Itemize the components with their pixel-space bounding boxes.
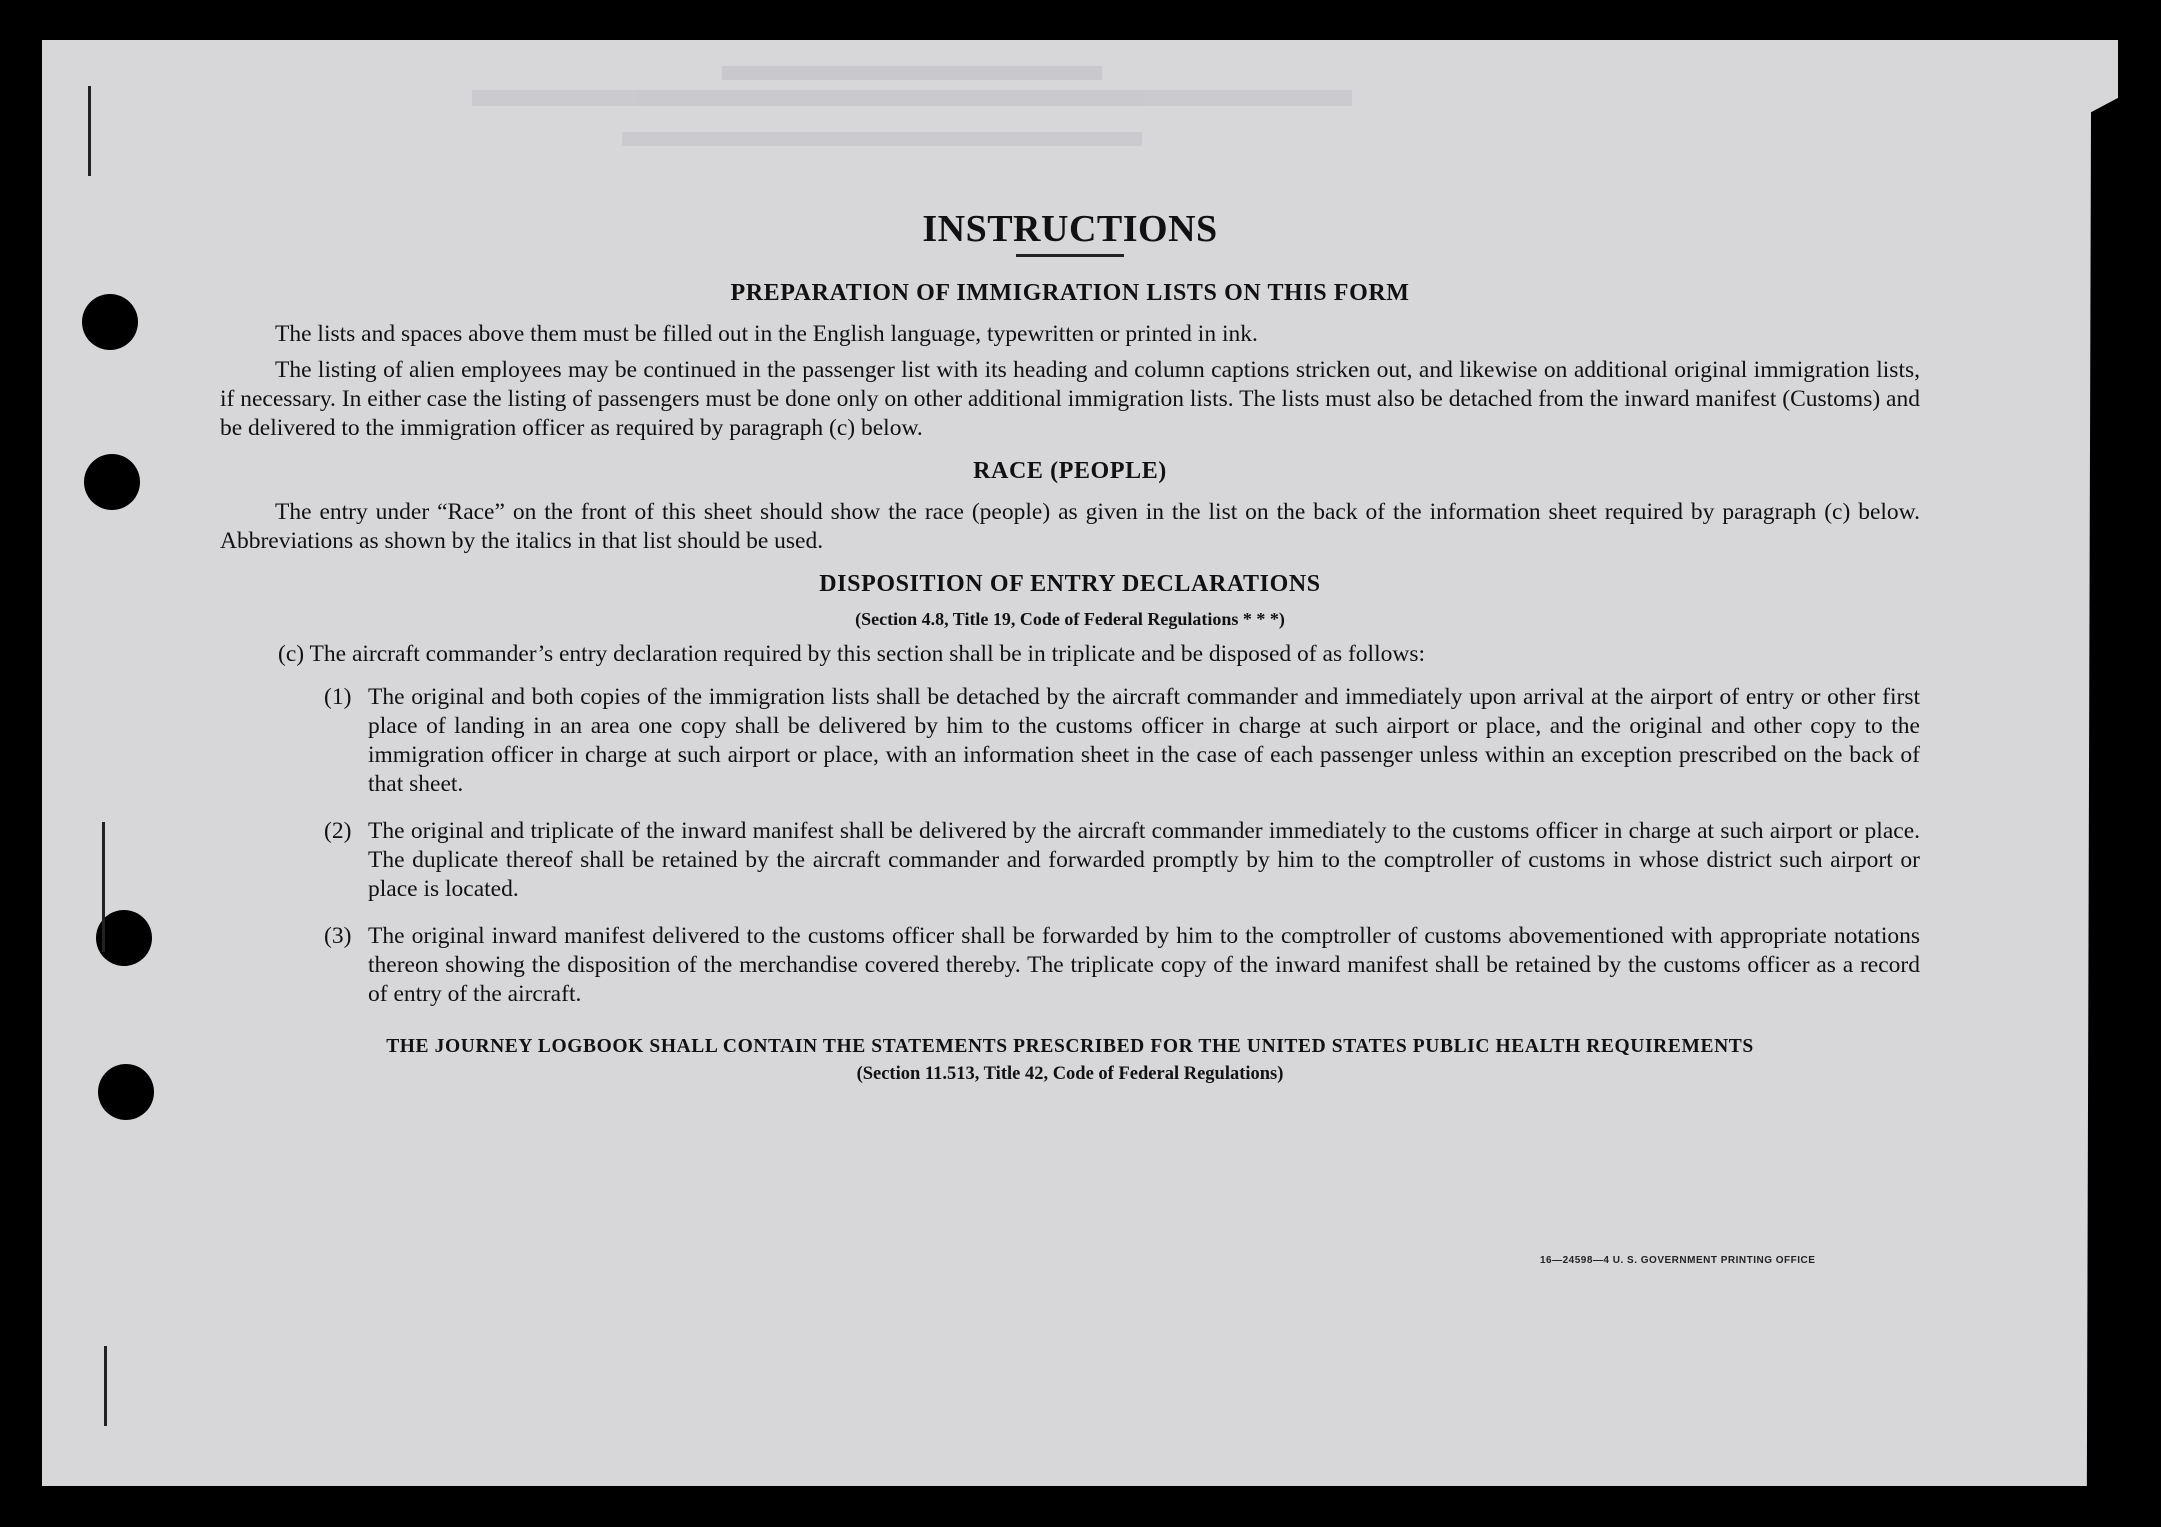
edge-mark-2 (102, 822, 105, 952)
document-title: INSTRUCTIONS (922, 208, 1218, 250)
section-heading-preparation: PREPARATION OF IMMIGRATION LISTS ON THIS FORM (730, 280, 1410, 306)
edge-mark-3 (104, 1346, 107, 1426)
printing-office-code: 16—24598—4 U. S. GOVERNMENT PRINTING OFFICE (1540, 1255, 1816, 1266)
punch-hole-2 (84, 454, 140, 510)
item-text: The original and triplicate of the inward manifest shall be delivered by the aircraft commander immediately to the customs officer in charge at such airport or place. The duplicate thereof shall be retained by the aircraft commander and forwarded promptly by him to the comptroller of customs in whose district such airport or place is located. (368, 818, 1920, 902)
section-heading-race: RACE (PEOPLE) (973, 458, 1167, 484)
section-citation-title19: (Section 4.8, Title 19, Code of Federal Regulations * * *) (855, 609, 1285, 629)
punch-hole-1 (82, 294, 138, 350)
paragraph-race-entry: The entry under “Race” on the front of this sheet should show the race (people) as given in the list on the back of the information sheet required by paragraph (c) below. Abbreviations as shown by the italics in that list should be used. (220, 499, 1920, 554)
list-item (324, 817, 1920, 904)
item-number: (2) (324, 818, 352, 844)
paragraph-english-language: The lists and spaces above them must be filled out in the English language, typewritten or printed in ink. (275, 321, 1258, 347)
item-number: (1) (324, 684, 352, 710)
paragraph-c: (c) The aircraft commander’s entry declaration required by this section shall be in triplicate and be disposed of as follows: (278, 641, 1425, 667)
list-item (324, 922, 1920, 1009)
item-text: The original and both copies of the immigration lists shall be detached by the aircraft commander and immediately upon arrival at the airport of entry or other first place of landing in an area one copy shall be delivered by him to the customs officer in charge at such airport or place, and the original and other copy to the immigration officer in charge at such airport or place, with an information sheet in the case of each passenger unless within an exception prescribed on the back of that sheet. (368, 684, 1920, 797)
punch-hole-4 (98, 1064, 154, 1120)
bleed-through-shadow (462, 60, 1362, 220)
paragraph-alien-employees: The listing of alien employees may be continued in the passenger list with its heading and column captions stricken out, and likewise on additional original immigration lists, if necessary. In either case the listing of passengers must be done only on other additional immigration lists. The lists must also be detached from the inward manifest (Customs) and be delivered to the immigration officer as required by paragraph (c) below. (220, 357, 1920, 441)
list-item (324, 683, 1920, 799)
logbook-statement: THE JOURNEY LOGBOOK SHALL CONTAIN THE STATEMENTS PRESCRIBED FOR THE UNITED STATES PUBLIC HEALTH REQUIREMENTS (386, 1036, 1754, 1057)
instructions-document (220, 208, 1920, 1089)
logbook-citation: (Section 11.513, Title 42, Code of Federal Regulations) (856, 1064, 1284, 1084)
item-text: The original inward manifest delivered to the customs officer shall be forwarded by him to the comptroller of customs abovementioned with appropriate notations thereon showing the disposition of the merchandise covered thereby. The triplicate copy of the inward manifest shall be retained by the customs officer as a record of entry of the aircraft. (368, 923, 1920, 1007)
title-underline (1016, 254, 1124, 257)
edge-mark-1 (88, 86, 91, 176)
item-number: (3) (324, 923, 352, 949)
section-heading-disposition: DISPOSITION OF ENTRY DECLARATIONS (819, 571, 1321, 597)
